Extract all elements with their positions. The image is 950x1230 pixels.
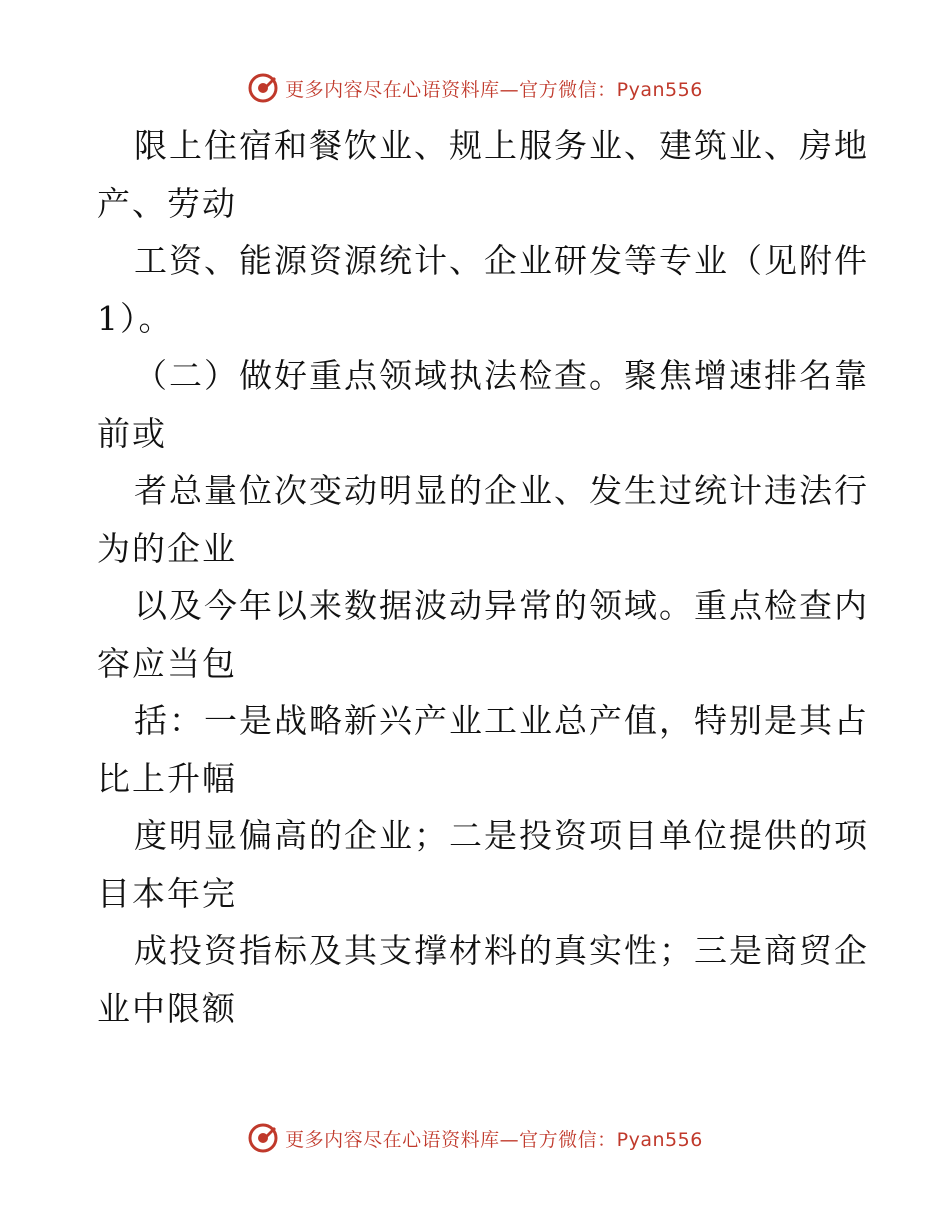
pen-logo-icon — [247, 72, 279, 104]
footer-banner-text: 更多内容尽在心语资料库—官方微信：Pyan556 — [285, 1128, 703, 1151]
text-line: 业中限额 — [97, 988, 237, 1028]
text-line: 目本年完 — [97, 873, 237, 913]
pen-logo-icon — [247, 1122, 279, 1154]
text-line: 度明显偏高的企业；二是投资项目单位提供的项 — [134, 816, 869, 855]
header-banner-text: 更多内容尽在心语资料库—官方微信：Pyan556 — [285, 78, 703, 101]
footer-banner — [0, 1122, 950, 1154]
document-body — [97, 117, 869, 1037]
text-line: 工资、能源资源统计、企业研发等专业（见附件 — [134, 241, 869, 280]
text-line: 以及今年以来数据波动异常的领域。重点检查内 — [134, 586, 869, 625]
text-line: 容应当包 — [97, 643, 237, 683]
text-line: 产、劳动 — [97, 183, 237, 223]
text-line: 为的企业 — [97, 528, 237, 568]
text-line: 1）。 — [97, 298, 174, 338]
text-line: （二）做好重点领域执法检查。聚焦增速排名靠 — [134, 356, 869, 395]
text-line: 括：一是战略新兴产业工业总产值，特别是其占 — [134, 701, 869, 740]
text-line: 者总量位次变动明显的企业、发生过统计违法行 — [134, 471, 869, 510]
text-line: 限上住宿和餐饮业、规上服务业、建筑业、房地 — [134, 126, 869, 165]
text-line: 前或 — [97, 413, 167, 453]
text-line: 比上升幅 — [97, 758, 237, 798]
header-banner — [0, 72, 950, 104]
text-line: 成投资指标及其支撑材料的真实性；三是商贸企 — [134, 931, 869, 970]
